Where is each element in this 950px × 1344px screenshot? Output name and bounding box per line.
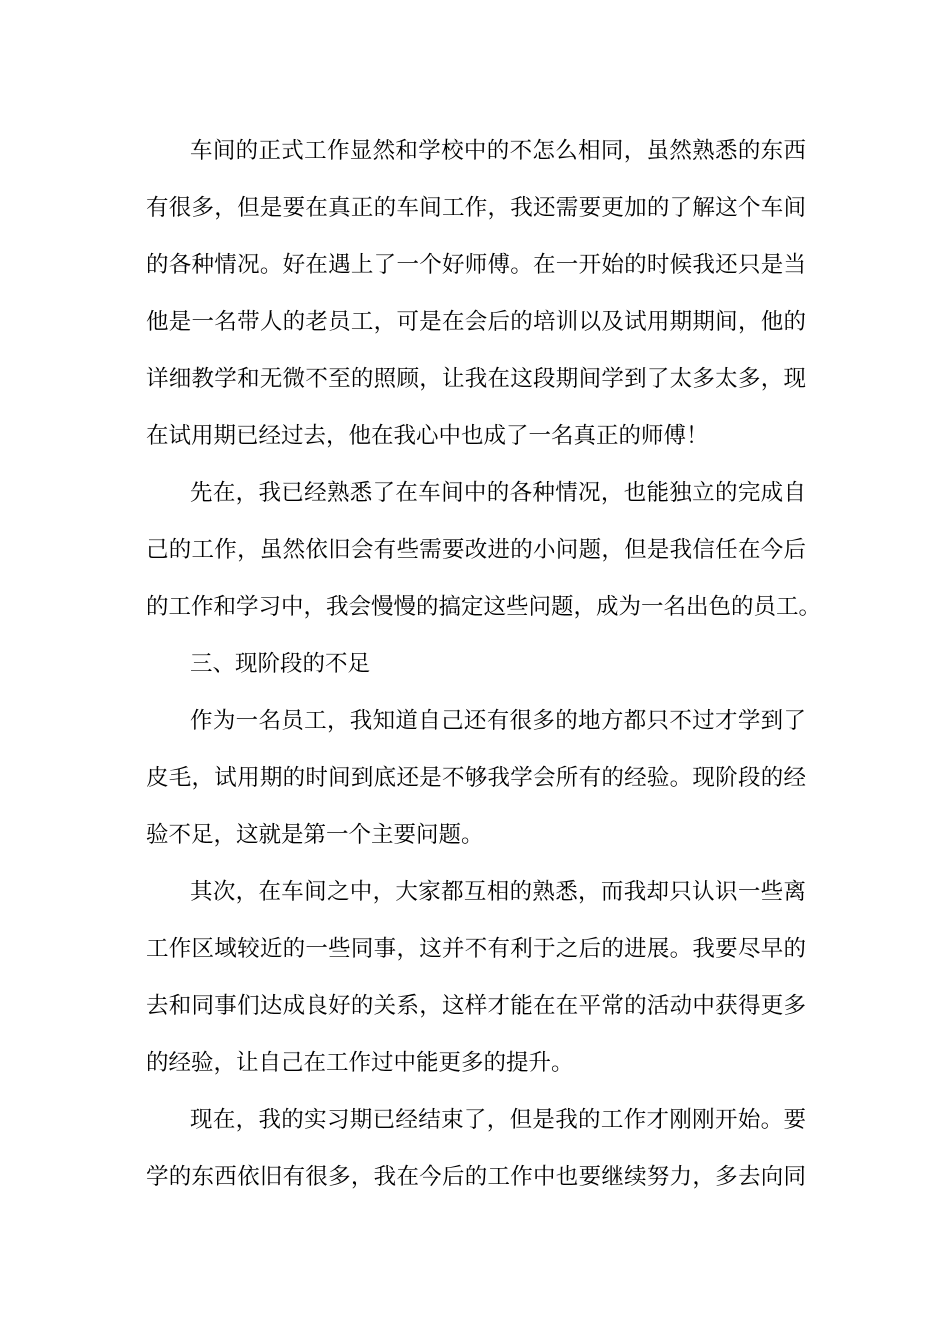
paragraph-4-line-2: 工作区域较近的一些同事，这并不有利于之后的进展。我要尽早的 <box>146 936 806 962</box>
paragraph-2-line-3: 的工作和学习中，我会慢慢的搞定这些问题，成为一名出色的员工。 <box>146 594 822 620</box>
paragraph-5-line-2: 学的东西依旧有很多，我在今后的工作中也要继续努力，多去向同 <box>146 1164 806 1190</box>
paragraph-1-line-3: 的各种情况。好在遇上了一个好师傅。在一开始的时候我还只是当 <box>146 252 806 278</box>
paragraph-4-line-3: 去和同事们达成良好的关系，这样才能在在平常的活动中获得更多 <box>146 993 806 1019</box>
paragraph-3-line-2: 皮毛，试用期的时间到底还是不够我学会所有的经验。现阶段的经 <box>146 765 806 791</box>
paragraph-1-line-6: 在试用期已经过去，他在我心中也成了一名真正的师傅！ <box>146 423 709 449</box>
paragraph-1-line-2: 有很多，但是要在真正的车间工作，我还需要更加的了解这个车间 <box>146 195 806 221</box>
paragraph-3-line-3: 验不足，这就是第一个主要问题。 <box>146 822 484 848</box>
paragraph-2-line-2: 己的工作，虽然依旧会有些需要改进的小问题，但是我信任在今后 <box>146 537 806 563</box>
paragraph-4-line-1: 其次，在车间之中，大家都互相的熟悉，而我却只认识一些离 <box>190 879 806 905</box>
section-heading: 三、现阶段的不足 <box>190 651 371 677</box>
paragraph-1-line-5: 详细教学和无微不至的照顾，让我在这段期间学到了太多太多，现 <box>146 366 806 392</box>
paragraph-3-line-1: 作为一名员工，我知道自己还有很多的地方都只不过才学到了 <box>190 708 806 734</box>
paragraph-1-line-4: 他是一名带人的老员工，可是在会后的培训以及试用期期间，他的 <box>146 309 806 335</box>
paragraph-1-line-1: 车间的正式工作显然和学校中的不怎么相同，虽然熟悉的东西 <box>190 138 806 164</box>
paragraph-5-line-1: 现在，我的实习期已经结束了，但是我的工作才刚刚开始。要 <box>190 1107 806 1133</box>
paragraph-4-line-4: 的经验，让自己在工作过中能更多的提升。 <box>146 1050 574 1076</box>
paragraph-2-line-1: 先在，我已经熟悉了在车间中的各种情况，也能独立的完成自 <box>190 480 806 506</box>
